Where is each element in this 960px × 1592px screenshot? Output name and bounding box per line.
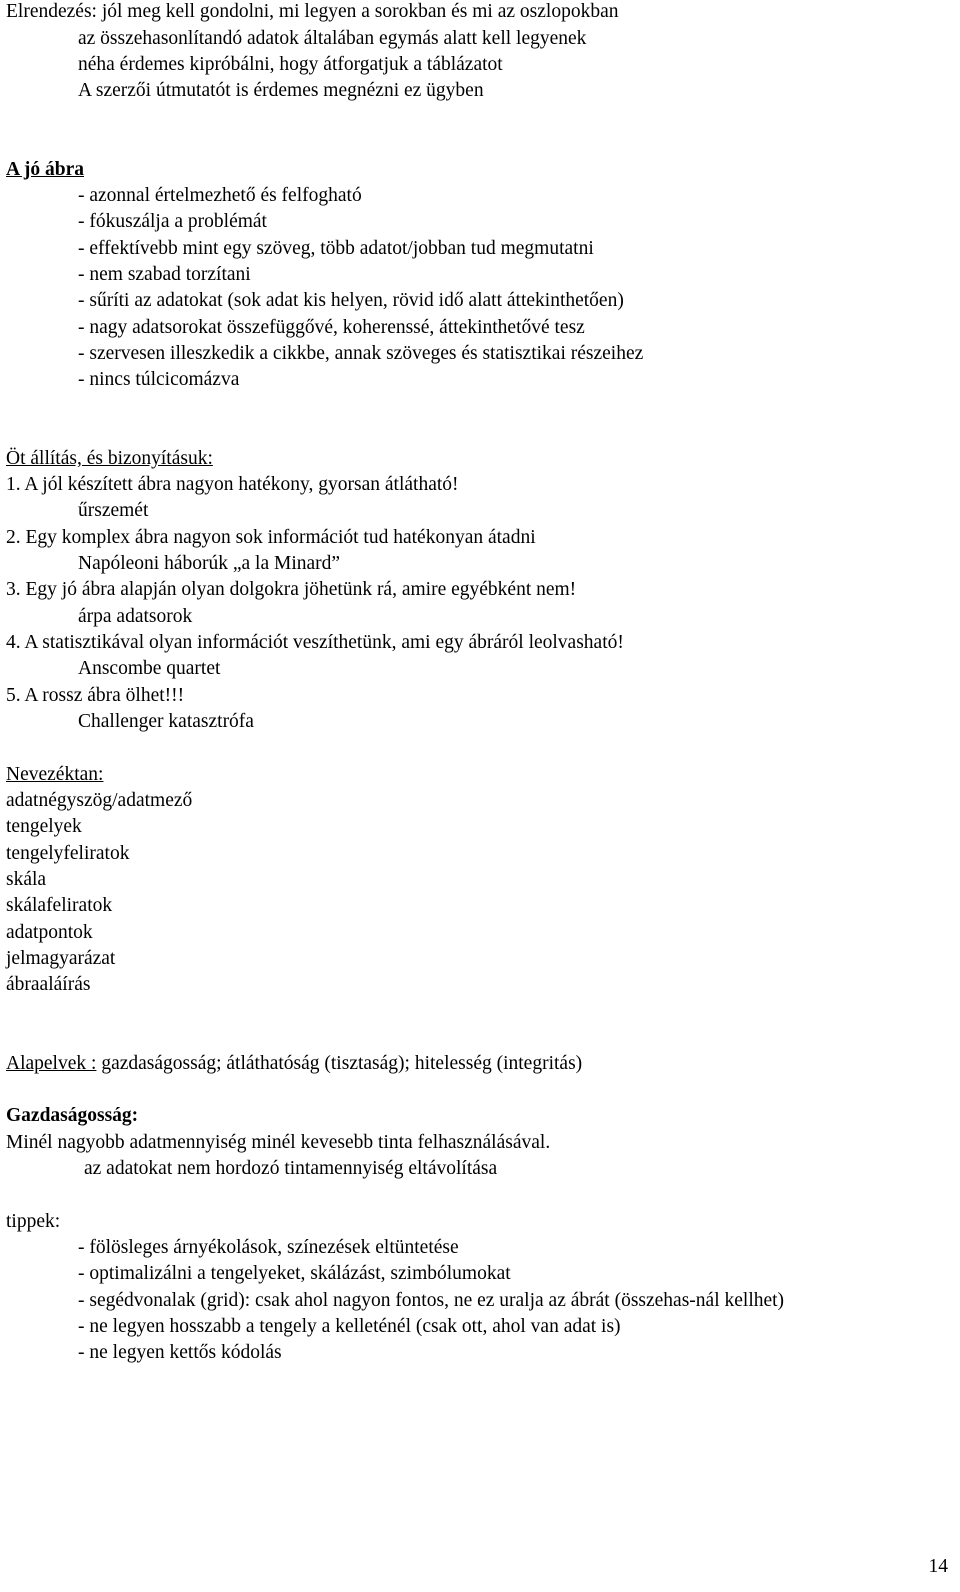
nevezektan-item: skála xyxy=(6,869,47,890)
alapelvek-line xyxy=(6,1052,582,1076)
elrendezes-label: Elrendezés: xyxy=(6,1,97,22)
jo-abra-heading: A jó ábra xyxy=(6,159,84,180)
allitas-claim: 2. Egy komplex ábra nagyon sok információt tud hatékonyan átadni xyxy=(6,527,536,548)
nevezektan-item: adatpontok xyxy=(6,922,93,943)
jo-abra-item: - azonnal értelmezhető és felfogható xyxy=(78,185,362,206)
allitas-claim: 5. A rossz ábra ölhet!!! xyxy=(6,685,185,706)
allitas-proof: Anscombe quartet xyxy=(78,658,221,679)
nevezektan-item: ábraaláírás xyxy=(6,974,91,995)
elrendezes-text: jól meg kell gondolni, mi legyen a sorokban és mi az oszlopokban xyxy=(96,1,619,22)
elrendezes-line xyxy=(6,0,618,24)
allitas-claim: 4. A statisztikával olyan információt veszíthetünk, ami egy ábráról leolvasható! xyxy=(6,632,624,653)
jo-abra-item: - effektívebb mint egy szöveg, több adatot/jobban tud megmutatni xyxy=(78,238,594,259)
tippek-label: tippek: xyxy=(6,1211,61,1232)
allitas-claim: 1. A jól készített ábra nagyon hatékony, gyorsan átlátható! xyxy=(6,474,459,495)
gazdasagossag-heading: Gazdaságosság: xyxy=(6,1105,139,1126)
nevezektan-heading: Nevezéktan: xyxy=(6,764,104,785)
allitas-proof: Challenger katasztrófa xyxy=(78,711,254,732)
jo-abra-item: - nem szabad torzítani xyxy=(78,264,251,285)
tippek-item: - optimalizálni a tengelyeket, skálázást, szimbólumokat xyxy=(78,1263,511,1284)
tippek-item: - ne legyen kettős kódolás xyxy=(78,1342,282,1363)
tippek-item: - segédvonalak (grid): csak ahol nagyon fontos, ne ez uralja az ábrát (összehas-nál kellhet) xyxy=(78,1290,785,1311)
jo-abra-item: - fókuszálja a problémát xyxy=(78,211,267,232)
allitas-proof: Napóleoni háborúk „a la Minard” xyxy=(78,553,341,574)
allitas-proof: űrszemét xyxy=(78,500,149,521)
nevezektan-item: adatnégyszög/adatmező xyxy=(6,790,193,811)
gazdasagossag-line2: az adatokat nem hordozó tintamennyiség eltávolítása xyxy=(84,1158,498,1179)
page-number: 14 xyxy=(928,1556,948,1577)
nevezektan-item: skálafeliratok xyxy=(6,895,113,916)
allitas-claim: 3. Egy jó ábra alapján olyan dolgokra jöhetünk rá, amire egyébként nem! xyxy=(6,579,577,600)
allitasok-heading: Öt állítás, és bizonyításuk: xyxy=(6,448,213,469)
nevezektan-item: tengelyfeliratok xyxy=(6,843,130,864)
elrendezes-item: néha érdemes kipróbálni, hogy átforgatjuk a táblázatot xyxy=(78,54,503,75)
elrendezes-item: az összehasonlítandó adatok általában egymás alatt kell legyenek xyxy=(78,28,587,49)
alapelvek-label: Alapelvek : xyxy=(6,1053,97,1074)
jo-abra-item: - nincs túlcicomázva xyxy=(78,369,240,390)
jo-abra-item: - szervesen illeszkedik a cikkbe, annak szöveges és statisztikai részeihez xyxy=(78,343,644,364)
jo-abra-item: - sűríti az adatokat (sok adat kis helyen, rövid idő alatt áttekinthetően) xyxy=(78,290,624,311)
elrendezes-item: A szerzői útmutatót is érdemes megnézni ez ügyben xyxy=(78,80,484,101)
alapelvek-text: gazdaságosság; átláthatóság (tisztaság); hitelesség (integritás) xyxy=(96,1053,583,1074)
tippek-item: - ne legyen hosszabb a tengely a kelleténél (csak ott, ahol van adat is) xyxy=(78,1316,621,1337)
gazdasagossag-line1: Minél nagyobb adatmennyiség minél kevesebb tinta felhasználásával. xyxy=(6,1132,551,1153)
nevezektan-item: jelmagyarázat xyxy=(6,948,116,969)
allitas-proof: árpa adatsorok xyxy=(78,606,193,627)
nevezektan-item: tengelyek xyxy=(6,816,82,837)
jo-abra-item: - nagy adatsorokat összefüggővé, koherenssé, áttekinthetővé tesz xyxy=(78,317,585,338)
tippek-item: - fölösleges árnyékolások, színezések eltüntetése xyxy=(78,1237,459,1258)
